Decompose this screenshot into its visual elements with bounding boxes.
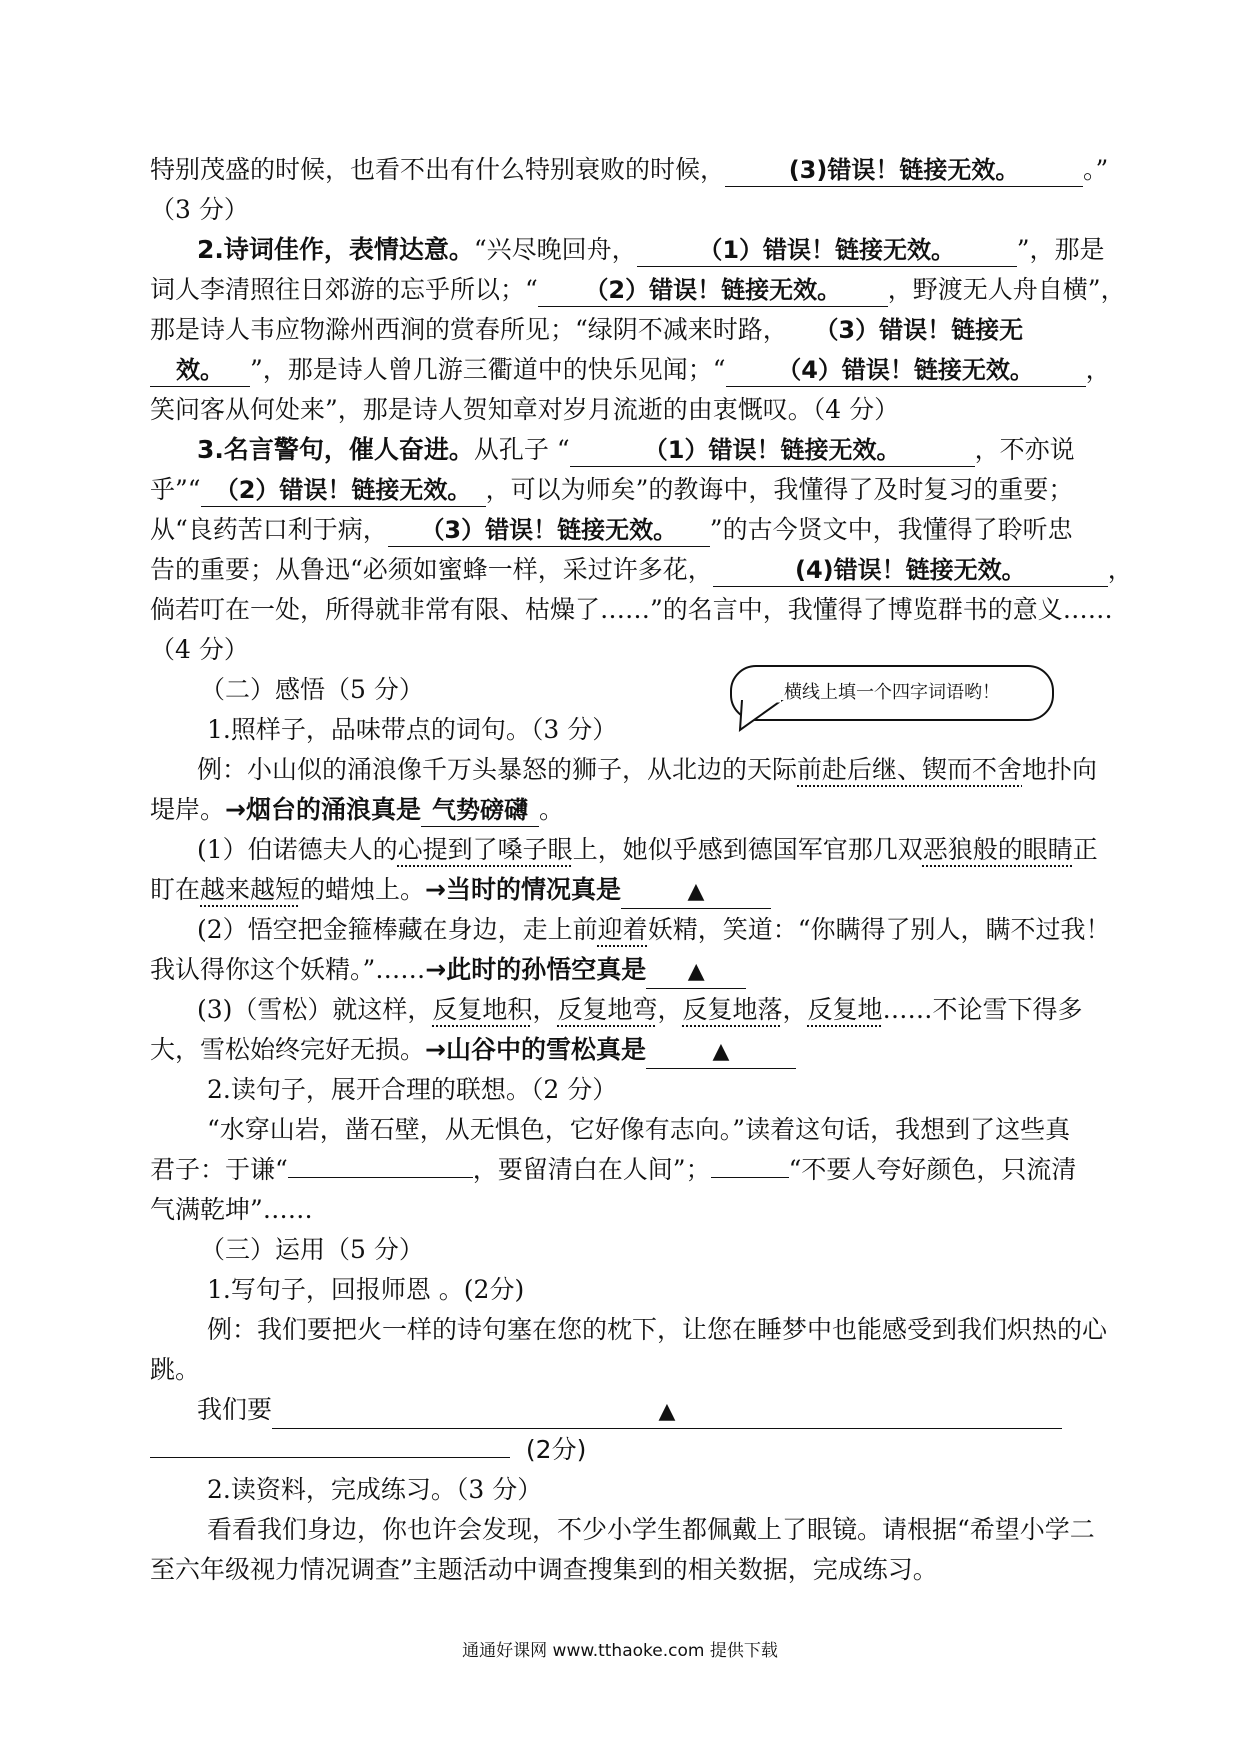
poem-line2 [150, 270, 1126, 310]
item-text: (3)（雪松）就这样， [197, 995, 433, 1024]
q2-instruction: 2.读句子，展开合理的联想。（2 分） [207, 1075, 618, 1104]
s1-score: （3 分） [150, 195, 249, 224]
poem-line5: 笑问客从何处来”，那是诗人贺知章对岁月流逝的由衷慨叹。（4 分） [150, 395, 900, 424]
poem-line4 [150, 350, 1111, 390]
s1-text: 特别茂盛的时候，也看不出有什么特别衰败的时候， [150, 155, 726, 184]
q2-blank-1[interactable] [288, 1177, 473, 1178]
item-arrow-text: →当时的情况真是 [425, 875, 621, 904]
quote-blank-1: （1）错误！链接无效。 [570, 434, 975, 467]
item2-line2 [150, 950, 1090, 990]
poem-text: ， [1085, 355, 1111, 384]
item-text: 妖精，笑道：“你瞒得了别人，瞒不过我！ [647, 915, 1111, 944]
s3-score: (2分) [525, 1435, 587, 1464]
item-text: 大，雪松始终完好无损。 [150, 1035, 426, 1064]
example-answer: 气势磅礴 [421, 794, 539, 827]
q2-line1: “水穿山岩，凿石壁，从无惧色，它好像有志向。”读着这句话，我想到了这些真 [207, 1115, 1071, 1144]
s3-write-line2 [150, 1430, 1090, 1470]
poem-blank-2: （2）错误！链接无效。 [538, 274, 888, 307]
item-text: ， [532, 995, 558, 1024]
item-text: 的蜡烛上。 [300, 875, 426, 904]
item-arrow-text: →此时的孙悟空真是 [425, 955, 647, 984]
write-sentence-blank-cont[interactable] [150, 1457, 510, 1458]
quote-blank-4: (4)错误！链接无效。 [713, 554, 1108, 587]
s3-para2: 至六年级视力情况调查”主题活动中调查搜集到的相关数据，完成练习。 [150, 1555, 938, 1584]
quote-line4 [150, 550, 1133, 590]
poem-text: ”，那是诗人曾几游三衢道中的快乐见闻；“ [250, 355, 726, 384]
write-sentence-blank[interactable]: ▲ [272, 1396, 1062, 1429]
item3-line2 [150, 1030, 1090, 1070]
poem-text: ”，那是 [1016, 235, 1105, 264]
item-text: ， [657, 995, 683, 1024]
quote-text: ”的古今贤文中，我懂得了聆听忠 [709, 515, 1073, 544]
s1-line1 [150, 150, 1109, 190]
quote-score: （4 分） [150, 635, 249, 664]
item3-line1 [197, 990, 1137, 1030]
example-arrow-text: →烟台的涌浪真是 [225, 795, 421, 824]
example-text: 堤岸。 [150, 795, 226, 824]
quote-text: ， [1107, 555, 1133, 584]
quote-text: ，不亦说 [974, 435, 1075, 464]
item2-line1 [197, 910, 1137, 950]
q2-text: 君子：于谦“ [150, 1155, 288, 1184]
s3-example-end: 跳。 [150, 1355, 201, 1384]
item-text: 盯在 [150, 875, 201, 904]
item1-line1 [197, 830, 1137, 870]
poem-blank-3a: （3）错误！链接无 [814, 316, 1024, 344]
answer-blank-2[interactable]: ▲ [646, 956, 746, 989]
dotted-phrase: 反复地落 [682, 995, 783, 1024]
s3-para1: 看看我们身边，你也许会发现，不少小学生都佩戴上了眼镜。请根据“希望小学二 [207, 1515, 1095, 1544]
item-text: (2）悟空把金箍棒藏在身边，走上前 [197, 915, 598, 944]
q2-text: “不要人夸好颜色，只流清 [788, 1155, 1077, 1184]
item-text: 我认得你这个妖精。”…… [150, 955, 426, 984]
section-2-heading: （二）感悟（5 分） [200, 675, 424, 704]
poem-blank-4: （4）错误！链接无效。 [726, 354, 1086, 387]
quote-text: 从孔子 “ [473, 435, 570, 464]
s3-q1: 1.写句子，回报师恩 。(2分) [207, 1275, 525, 1304]
q1-instruction: 1.照样子，品味带点的词句。（3 分） [207, 715, 618, 744]
dotted-phrase: 反复地 [807, 995, 883, 1024]
dotted-phrase: 反复地弯 [557, 995, 658, 1024]
quote-blank-2: （2）错误！链接无效。 [201, 474, 486, 507]
s1-end: 。” [1083, 155, 1109, 184]
dotted-phrase: 恶狼般的眼睛 [922, 835, 1073, 864]
quote-line5: 倘若叮在一处，所得就非常有限、枯燥了……”的名言中，我懂得了博览群书的意义…… [150, 595, 1113, 624]
s3-example: 例：我们要把火一样的诗句塞在您的枕下，让您在睡梦中也能感受到我们炽热的心 [207, 1315, 1108, 1344]
s3-write-line1 [197, 1390, 1137, 1430]
quote-text: 从“良药苦口利于病， [150, 515, 388, 544]
item-arrow-text: →山谷中的雪松真是 [425, 1035, 646, 1064]
poem-line1 [197, 230, 1137, 270]
item1-line2 [150, 870, 1090, 910]
dotted-phrase: 反复地积 [432, 995, 533, 1024]
poem-blank-3b: 效。 [150, 354, 250, 387]
answer-blank-1[interactable]: ▲ [621, 876, 771, 909]
example-text: 。 [538, 795, 564, 824]
quote-text: ，可以为师矣”的教诲中，我懂得了及时复习的重要； [485, 475, 1074, 504]
answer-blank-3[interactable]: ▲ [646, 1036, 796, 1069]
footer-watermark: 通通好课网 www.tthaoke.com 提供下载 [462, 1641, 778, 1661]
item-text: ……不论雪下得多 [882, 995, 1083, 1024]
example-text: 地扑向 [1022, 755, 1098, 784]
quote-text: 乎”“ [150, 475, 201, 504]
quote-blank-3: （3）错误！链接无效。 [388, 514, 710, 547]
poem-text: “兴尽晚回舟， [473, 235, 637, 264]
dotted-phrase: 前赴后继、锲而不舍 [797, 755, 1023, 784]
quote-text: 告的重要；从鲁迅“必须如蜜蜂一样，采过许多花， [150, 555, 713, 584]
quote-line1 [197, 430, 1137, 470]
dotted-phrase: 心提到了嗓子眼 [397, 835, 573, 864]
item-text: (1）伯诺德夫人的 [197, 835, 398, 864]
dotted-phrase: 迎着 [597, 915, 648, 944]
item-text: 上，她似乎感到德国军官那几双 [572, 835, 923, 864]
quote-line3 [150, 510, 1090, 550]
s1-blank-3: (3)错误！链接无效。 [725, 154, 1083, 187]
s3-q2: 2.读资料，完成练习。（3 分） [207, 1475, 543, 1504]
q2-blank-2[interactable] [711, 1177, 789, 1178]
quote-line2 [150, 470, 1090, 510]
item-text: 正 [1072, 835, 1098, 864]
q2-text: ，要留清白在人间”； [472, 1155, 711, 1184]
poem-blank-1: （1）错误！链接无效。 [637, 234, 1017, 267]
poem-line3 [150, 310, 1090, 350]
hint-bubble: 横线上填一个四字词语哟！ [730, 665, 1054, 721]
example-line1 [197, 750, 1137, 790]
example-line2 [150, 790, 1090, 830]
section-3-heading: （三）运用（5 分） [200, 1235, 424, 1264]
poem-text: ，野渡无人舟自横”， [887, 275, 1126, 304]
s3-write-label: 我们要 [197, 1395, 273, 1424]
poem-title: 2.诗词佳作，表情达意。 [197, 235, 474, 264]
item-text: ， [782, 995, 808, 1024]
dotted-phrase: 越来越短 [200, 875, 301, 904]
q2-line2 [150, 1150, 1090, 1190]
poem-text: 词人李清照往日郊游的忘乎所以；“ [150, 275, 538, 304]
quote-title: 3.名言警句，催人奋进。 [197, 435, 474, 464]
example-text: 例：小山似的涌浪像千万头暴怒的狮子，从北边的天际 [197, 755, 798, 784]
q2-line3: 气满乾坤”…… [150, 1195, 313, 1224]
poem-text: 那是诗人韦应物滁州西涧的赏春所见；“绿阴不减来时路， [150, 315, 788, 344]
